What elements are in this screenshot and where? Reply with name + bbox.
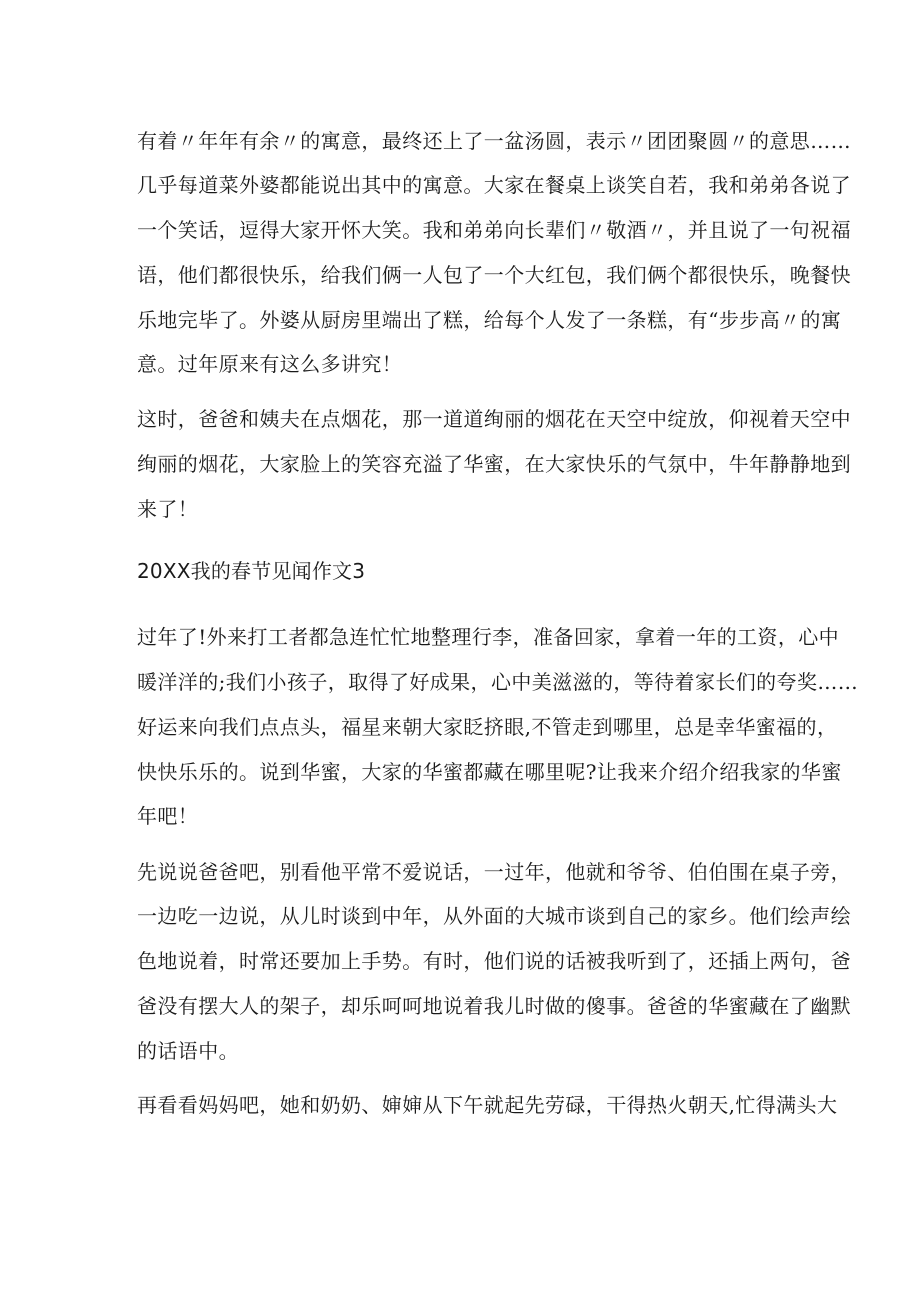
paragraph-line: 的话语中。 [137, 1039, 239, 1063]
paragraph-line: 暖洋洋的;我们小孩子，取得了好成果，心中美滋滋的，等待着家长们的夸奖…… [137, 670, 859, 694]
paragraph-line: 好运来向我们点点头，福星来朝大家眨挤眼,不管走到哪里，总是幸华蜜福的， [137, 715, 838, 739]
paragraph-line: 意。过年原来有这么多讲究！ [137, 352, 403, 376]
paragraph-line: 一边吃一边说，从儿时谈到中年，从外面的大城市谈到自己的家乡。他们绘声绘 [137, 904, 851, 928]
paragraph-line: 绚丽的烟花，大家脸上的笑容充溢了华蜜，在大家快乐的气氛中，牛年静静地到 [137, 452, 851, 476]
paragraph-line: 语，他们都很快乐，给我们俩一人包了一个大红包，我们俩个都很快乐，晚餐快 [137, 263, 851, 287]
paragraph-line: 爸没有摆大人的架子，却乐呵呵地说着我儿时做的傻事。爸爸的华蜜藏在了幽默 [137, 994, 851, 1018]
paragraph-line: 一个笑话，逗得大家开怀大笑。我和弟弟向长辈们〃敬酒〃，并且说了一句祝福 [137, 218, 851, 242]
paragraph-line: 再看看妈妈吧，她和奶奶、婶婶从下午就起先劳碌，干得热火朝天,忙得满头大 [137, 1093, 838, 1117]
section-heading: 20XX我的春节见闻作文3 [137, 559, 366, 583]
paragraph-line: 乐地完毕了。外婆从厨房里端出了糕，给每个人发了一条糕，有“步步高〃的寓 [137, 308, 842, 332]
paragraph-line: 色地说着，时常还要加上手势。有时，他们说的话被我听到了，还插上两句，爸 [137, 949, 851, 973]
paragraph-line: 快快乐乐的。说到华蜜，大家的华蜜都藏在哪里呢?让我来介绍介绍我家的华蜜 [137, 760, 842, 784]
paragraph-line: 这时，爸爸和姨夫在点烟花，那一道道绚丽的烟花在天空中绽放，仰视着天空中 [137, 407, 851, 431]
paragraph-line: 过年了!外来打工者都急连忙忙地整理行李，准备回家，拿着一年的工资，心中 [137, 625, 840, 649]
paragraph-line: 先说说爸爸吧，别看他平常不爱说话，一过年，他就和爷爷、伯伯围在桌子旁， [137, 860, 851, 884]
paragraph-line: 几乎每道菜外婆都能说出其中的寓意。大家在餐桌上谈笑自若，我和弟弟各说了 [137, 173, 851, 197]
paragraph-line: 来了！ [137, 497, 199, 521]
paragraph-line: 有着〃年年有余〃的寓意，最终还上了一盆汤圆，表示〃团团聚圆〃的意思…… [137, 129, 851, 153]
paragraph-line: 年吧！ [137, 804, 199, 828]
